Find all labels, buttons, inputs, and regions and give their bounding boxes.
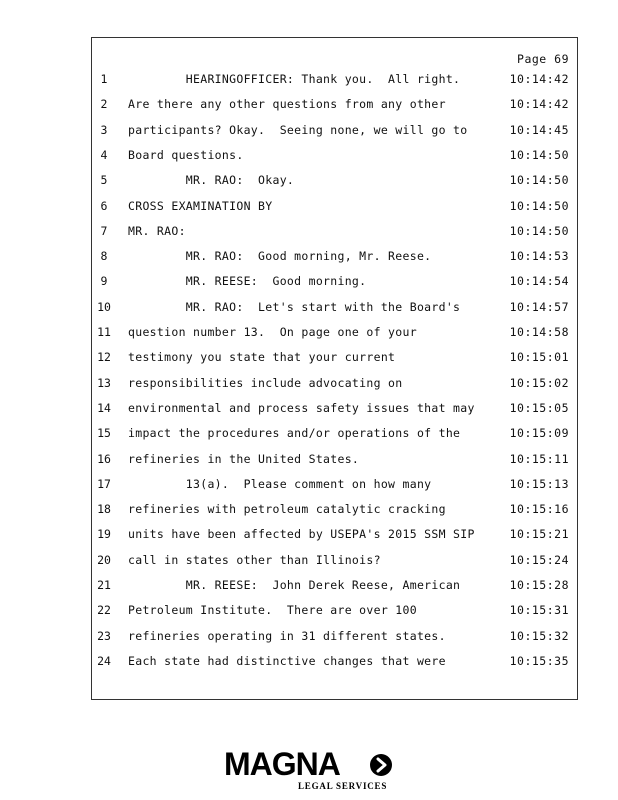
line-number: 8 <box>100 249 108 264</box>
timestamp: 10:14:53 <box>509 249 569 264</box>
transcript-line <box>92 401 577 421</box>
line-text: MR. RAO: Let's start with the Board's <box>128 299 461 314</box>
line-text: question number 13. On page one of your <box>128 325 417 339</box>
line-text: participants? Okay. Seeing none, we will go to <box>128 122 468 137</box>
line-text: impact the procedures and/or operations of the <box>128 426 461 441</box>
timestamp: 10:14:50 <box>509 173 569 188</box>
transcript-line <box>92 426 577 446</box>
line-text: MR. REESE: John Derek Reese, American <box>128 578 461 592</box>
page-number: Page 69 <box>517 52 569 66</box>
line-text: CROSS EXAMINATION BY <box>128 198 273 213</box>
timestamp: 10:15:01 <box>509 350 569 365</box>
line-number: 24 <box>97 653 111 668</box>
transcript-line <box>92 603 577 623</box>
line-text: responsibilities include advocating on <box>128 375 403 390</box>
timestamp: 10:15:21 <box>509 527 569 542</box>
timestamp: 10:15:16 <box>509 502 569 517</box>
line-text: Are there any other questions from any other <box>128 97 446 112</box>
magna-logo <box>224 748 396 792</box>
line-text: units have been affected by USEPA's 2015 SSM SIP <box>128 527 475 542</box>
timestamp: 10:14:42 <box>509 72 569 86</box>
line-number: 7 <box>100 223 108 238</box>
line-text: MR. RAO: Okay. <box>128 173 295 188</box>
line-text: refineries with petroleum catalytic cracking <box>128 502 446 517</box>
line-text: MR. REESE: Good morning. <box>128 274 367 289</box>
transcript-line <box>92 199 577 219</box>
line-text: environmental and process safety issues that may <box>128 400 475 415</box>
line-number: 11 <box>97 325 111 339</box>
line-number: 16 <box>97 451 111 466</box>
timestamp: 10:15:28 <box>509 578 569 592</box>
line-number: 13 <box>97 375 111 390</box>
transcript-line <box>92 553 577 573</box>
transcript-line <box>92 350 577 370</box>
line-number: 19 <box>97 527 111 542</box>
transcript-line <box>92 123 577 143</box>
line-text: call in states other than Illinois? <box>128 552 381 567</box>
logo-arrow-icon <box>370 754 392 776</box>
line-text: Board questions. <box>128 147 244 162</box>
timestamp: 10:14:50 <box>509 198 569 213</box>
line-number: 23 <box>97 628 111 643</box>
line-number: 5 <box>100 173 108 188</box>
transcript-line <box>92 274 577 294</box>
transcript-line <box>92 527 577 547</box>
timestamp: 10:14:50 <box>509 223 569 238</box>
timestamp: 10:14:50 <box>509 147 569 162</box>
line-number: 17 <box>97 476 111 491</box>
timestamp: 10:15:32 <box>509 628 569 643</box>
transcript-page <box>91 37 578 700</box>
transcript-line <box>92 173 577 193</box>
logo-wordmark: MAGNA <box>224 746 340 782</box>
timestamp: 10:15:24 <box>509 552 569 567</box>
timestamp: 10:15:31 <box>509 603 569 618</box>
line-number: 6 <box>100 198 108 213</box>
transcript-line <box>92 578 577 598</box>
line-number: 22 <box>97 603 111 618</box>
line-text: testimony you state that your current <box>128 350 396 365</box>
line-text: MR. RAO: <box>128 223 186 238</box>
line-number: 15 <box>97 426 111 441</box>
line-text: HEARINGOFFICER: Thank you. All right. <box>128 72 461 86</box>
line-number: 18 <box>97 502 111 517</box>
timestamp: 10:14:58 <box>509 325 569 339</box>
timestamp: 10:14:57 <box>509 299 569 314</box>
line-number: 3 <box>100 122 108 137</box>
timestamp: 10:14:42 <box>509 97 569 112</box>
line-number: 14 <box>97 400 111 415</box>
timestamp: 10:15:11 <box>509 451 569 466</box>
transcript-line <box>92 224 577 244</box>
line-text: Each state had distinctive changes that were <box>128 653 446 668</box>
timestamp: 10:14:54 <box>509 274 569 289</box>
timestamp: 10:15:13 <box>509 476 569 491</box>
transcript-line <box>92 452 577 472</box>
line-text: refineries in the United States. <box>128 451 360 466</box>
transcript-line <box>92 300 577 320</box>
transcript-line <box>92 249 577 269</box>
line-number: 1 <box>100 72 108 86</box>
line-number: 9 <box>100 274 108 289</box>
line-number: 2 <box>100 97 108 112</box>
line-number: 20 <box>97 552 111 567</box>
transcript-line <box>92 629 577 649</box>
transcript-line <box>92 97 577 117</box>
timestamp: 10:15:09 <box>509 426 569 441</box>
line-text: MR. RAO: Good morning, Mr. Reese. <box>128 249 432 264</box>
transcript-line <box>92 502 577 522</box>
line-text: 13(a). Please comment on how many <box>128 476 432 491</box>
timestamp: 10:15:02 <box>509 375 569 390</box>
line-number: 21 <box>97 578 111 592</box>
timestamp: 10:15:35 <box>509 653 569 668</box>
line-number: 10 <box>97 299 111 314</box>
timestamp: 10:14:45 <box>509 122 569 137</box>
line-number: 4 <box>100 147 108 162</box>
timestamp: 10:15:05 <box>509 400 569 415</box>
transcript-line <box>92 325 577 345</box>
transcript-line <box>92 477 577 497</box>
transcript-line <box>92 72 577 92</box>
line-number: 12 <box>97 350 111 365</box>
transcript-line <box>92 376 577 396</box>
line-text: Petroleum Institute. There are over 100 <box>128 603 417 618</box>
transcript-line <box>92 654 577 674</box>
logo-tagline: LEGAL SERVICES <box>298 781 388 791</box>
transcript-line <box>92 148 577 168</box>
line-text: refineries operating in 31 different states. <box>128 628 446 643</box>
